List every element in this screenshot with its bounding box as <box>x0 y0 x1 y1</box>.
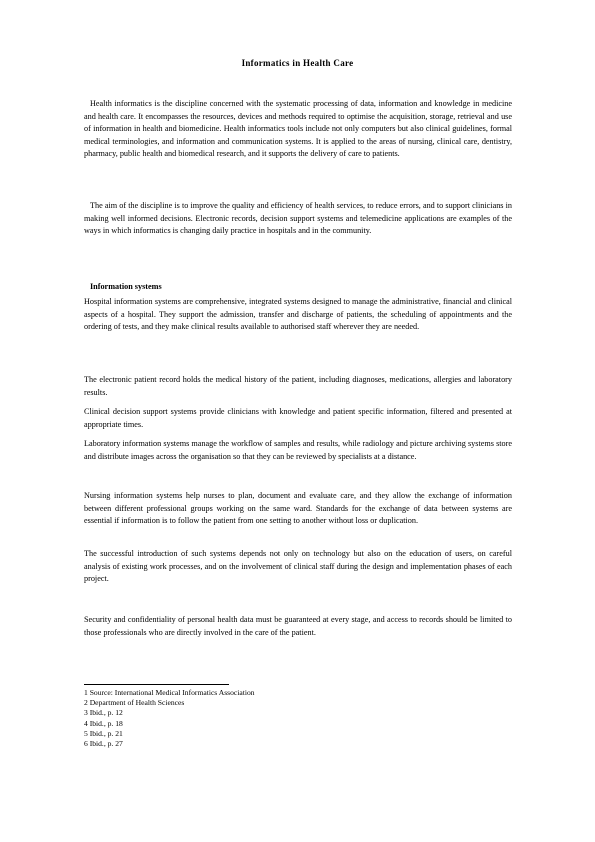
section-paragraph-4: Laboratory information systems manage the workflow of samples and results, while radiology and picture archiving systems store and distribute images across the organisation so that they can be reviewed by specialists at a distance. <box>84 439 512 461</box>
intro-paragraph-2: The aim of the discipline is to improve the quality and efficiency of health services, to reduce errors, and to support clinicians in making well informed decisions. Electronic records, decision support systems and telemedicine applications are examples of the ways in which informatics is changing daily practice in hospitals and in the community. <box>84 201 512 236</box>
section-heading: Information systems <box>90 282 162 291</box>
section-paragraph-7: Security and confidentiality of personal health data must be guaranteed at every stage, and access to records should be limited to those professionals who are directly involved in the care of the patient. <box>84 615 512 637</box>
footnote-separator <box>84 684 229 685</box>
footnotes <box>84 688 384 749</box>
section-paragraph-5: Nursing information systems help nurses to plan, document and evaluate care, and they allow the exchange of information between different professional groups working on the same ward. Standards for the exchange of data between systems are essential if information is to follow the patient from one setting to another without loss or duplication. <box>84 491 512 526</box>
section-paragraph-6: The successful introduction of such systems depends not only on technology but also on the education of users, on careful analysis of existing work processes, and on the involvement of clinical staff during the design and implementation phases of each project. <box>84 549 512 584</box>
document-title: Informatics in Health Care <box>241 58 354 68</box>
footnote-line: 2 Department of Health Sciences <box>84 698 185 708</box>
footnote-line: 6 Ibid., p. 27 <box>84 739 123 749</box>
footnote-line: 3 Ibid., p. 12 <box>84 708 123 718</box>
footnote-line: 4 Ibid., p. 18 <box>84 718 123 728</box>
footnote-line: 1 Source: International Medical Informatics Association <box>84 688 255 697</box>
section-paragraph-2: The electronic patient record holds the medical history of the patient, including diagnoses, medications, allergies and laboratory results. <box>84 375 512 397</box>
section-paragraph-3: Clinical decision support systems provide clinicians with knowledge and patient specific information, filtered and presented at appropriate times. <box>84 407 512 429</box>
section-paragraph-1: Hospital information systems are comprehensive, integrated systems designed to manage the administrative, financial and clinical aspects of a hospital. They support the admission, transfer and discharge of patients, the scheduling of appointments and the ordering of tests, and they make clinical results available to authorised staff wherever they are needed. <box>84 297 512 332</box>
intro-paragraph-1: Health informatics is the discipline concerned with the systematic processing of data, information and knowledge in medicine and health care. It encompasses the resources, devices and methods required to optimise the acquisition, storage, retrieval and use of information in health and biomedicine. Health informatics tools include not only computers but also clinical guidelines, formal medical terminologies, and information and communication systems. It is applied to the areas of nursing, clinical care, dentistry, pharmacy, public health and biomedical research, and it supports the delivery of care to patients. <box>84 99 512 159</box>
footnote-line: 5 Ibid., p. 21 <box>84 728 123 738</box>
